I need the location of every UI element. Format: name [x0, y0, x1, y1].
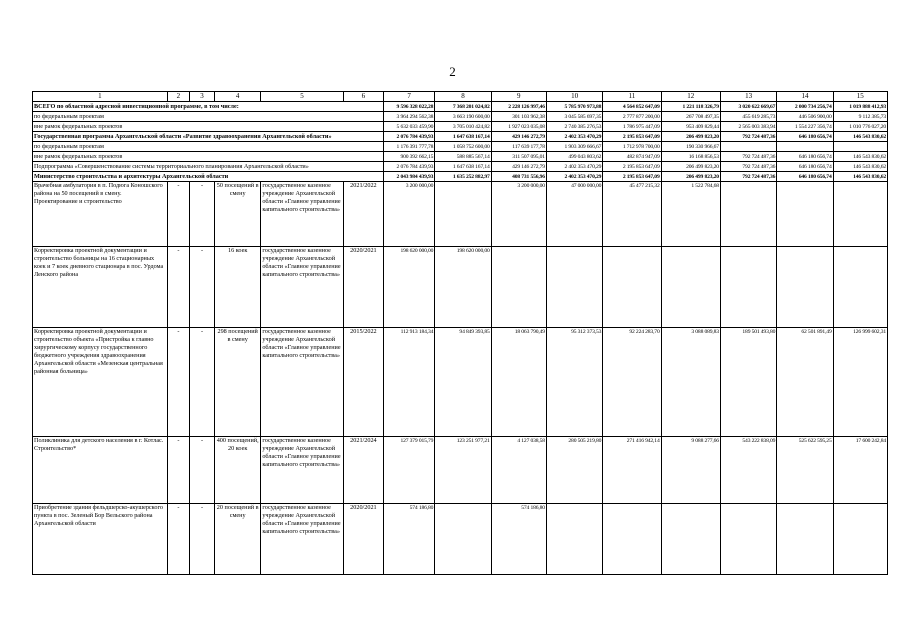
- object-cell-col-14: [777, 182, 833, 247]
- summary-row: [33, 102, 888, 112]
- object-cell-col-10: [546, 504, 602, 575]
- object-cell-col-12: [661, 504, 720, 575]
- summary-cell-col-7: 2 043 984 439,93: [384, 172, 435, 182]
- object-name: Поликлиника для детского населения в г. Котлас. Строительство*: [33, 437, 168, 504]
- summary-row: [33, 112, 888, 122]
- summary-cell-col-8: 1 058 752 600,00: [435, 142, 491, 152]
- summary-cell-col-8: 1 635 252 882,97: [435, 172, 491, 182]
- summary-cell-col-8: 588 885 567,14: [435, 152, 491, 162]
- summary-cell-col-12: 206 499 823,20: [661, 172, 720, 182]
- object-cell-col-13: [720, 247, 776, 328]
- object-row: [33, 328, 888, 437]
- object-col-2: -: [167, 437, 189, 504]
- summary-cell-col-11: 4 564 852 647,09: [603, 102, 661, 112]
- summary-cell-col-9: 429 146 272,79: [491, 162, 546, 172]
- object-col-3: -: [189, 437, 214, 504]
- summary-cell-col-15: 9 112 385,73: [833, 112, 887, 122]
- object-years: 2021/2024: [343, 437, 383, 504]
- object-cell-col-10: [546, 247, 602, 328]
- object-cell-col-15: 126 999 602,31: [833, 328, 887, 437]
- summary-row-label: по федеральным проектам: [33, 142, 384, 152]
- summary-cell-col-13: 455 619 285,73: [720, 112, 776, 122]
- summary-cell-col-13: 792 724 487,36: [720, 152, 776, 162]
- summary-cell-col-11: 2 195 853 647,09: [603, 172, 661, 182]
- summary-cell-col-9: 301 103 962,38: [491, 112, 546, 122]
- summary-cell-col-15: 146 543 830,62: [833, 152, 887, 162]
- object-col-2: -: [167, 247, 189, 328]
- summary-row: [33, 152, 888, 162]
- object-cell-col-11: [603, 504, 661, 575]
- summary-cell-col-13: 2 565 003 383,94: [720, 122, 776, 132]
- object-capacity: 20 посещений в смену: [215, 504, 261, 575]
- object-cell-col-7: 198 620 000,00: [384, 247, 435, 328]
- investment-program-table: [32, 91, 888, 575]
- object-customer: государственное казенное учреждение Архангельской области «Главное управление капитального строительства»: [261, 247, 343, 328]
- object-cell-col-14: [777, 504, 833, 575]
- summary-cell-col-14: 2 000 734 256,74: [777, 102, 833, 112]
- summary-cell-col-9: 429 146 272,79: [491, 132, 546, 142]
- object-capacity: 50 посещений в смену: [215, 182, 261, 247]
- object-cell-col-7: 3 200 000,00: [384, 182, 435, 247]
- summary-cell-col-11: 2 195 853 647,09: [603, 132, 661, 142]
- object-name: Врачебная амбулатория в п. Подюга Коношского района на 50 посещений в смену. Проектирование и строительство: [33, 182, 168, 247]
- object-capacity: 16 коек: [215, 247, 261, 328]
- summary-cell-col-12: 190 330 966,67: [661, 142, 720, 152]
- summary-cell-col-10: 2 402 353 470,29: [546, 132, 602, 142]
- object-cell-col-10: 280 505 219,80: [546, 437, 602, 504]
- object-customer: государственное казенное учреждение Архангельской области «Главное управление капитального строительства»: [261, 504, 343, 575]
- summary-cell-col-8: 3 663 190 600,00: [435, 112, 491, 122]
- summary-cell-col-7: 1 176 391 777,78: [384, 142, 435, 152]
- summary-row: [33, 132, 888, 142]
- summary-cell-col-8: 1 647 638 167,14: [435, 162, 491, 172]
- summary-cell-col-13: 792 724 487,36: [720, 162, 776, 172]
- summary-cell-col-14: [777, 142, 833, 152]
- object-row: [33, 437, 888, 504]
- column-header-10: 10: [546, 92, 602, 102]
- object-cell-col-12: 3 088 089,83: [661, 328, 720, 437]
- summary-cell-col-8: 7 368 201 024,82: [435, 102, 491, 112]
- object-col-3: -: [189, 328, 214, 437]
- summary-cell-col-14: 646 180 656,74: [777, 152, 833, 162]
- object-cell-col-13: [720, 504, 776, 575]
- object-cell-col-14: 62 501 891,49: [777, 328, 833, 437]
- object-name: Корректировка проектной документации и строительство больницы на 16 стационарных коек и 7 коек дневного стационара в пос. Урдома Ленского района: [33, 247, 168, 328]
- object-cell-col-15: [833, 247, 887, 328]
- column-header-5: 5: [261, 92, 343, 102]
- column-header-7: 7: [384, 92, 435, 102]
- column-header-11: 11: [603, 92, 661, 102]
- object-cell-col-8: 198 620 000,00: [435, 247, 491, 328]
- object-cell-col-9: 18 063 790,49: [491, 328, 546, 437]
- summary-row: [33, 162, 888, 172]
- object-years: 2015/2022: [343, 328, 383, 437]
- summary-row: [33, 142, 888, 152]
- summary-cell-col-8: 3 705 010 424,82: [435, 122, 491, 132]
- summary-cell-col-10: 1 903 309 666,67: [546, 142, 602, 152]
- summary-cell-col-14: 646 180 656,74: [777, 162, 833, 172]
- object-cell-col-15: [833, 504, 887, 575]
- summary-cell-col-7: 2 076 784 439,93: [384, 132, 435, 142]
- summary-cell-col-15: 146 543 830,62: [833, 132, 887, 142]
- object-cell-col-12: [661, 247, 720, 328]
- object-cell-col-9: 4 127 038,58: [491, 437, 546, 504]
- summary-cell-col-13: 792 724 487,36: [720, 172, 776, 182]
- column-header-15: 15: [833, 92, 887, 102]
- summary-cell-col-10: 2 740 385 276,53: [546, 122, 602, 132]
- summary-cell-col-10: 2 402 353 470,29: [546, 172, 602, 182]
- column-header-3: 3: [189, 92, 214, 102]
- object-cell-col-8: [435, 182, 491, 247]
- summary-row-label: Министерство строительства и архитектуры Архангельской области: [33, 172, 384, 182]
- summary-cell-col-11: 1 712 978 700,00: [603, 142, 661, 152]
- summary-cell-col-7: 5 632 033 459,90: [384, 122, 435, 132]
- object-cell-col-8: 94 849 393,85: [435, 328, 491, 437]
- summary-cell-col-13: 3 020 622 669,67: [720, 102, 776, 112]
- object-cell-col-14: [777, 247, 833, 328]
- summary-cell-col-12: 1 221 118 326,79: [661, 102, 720, 112]
- object-cell-col-7: 112 913 184,34: [384, 328, 435, 437]
- object-cell-col-9: 3 200 000,00: [491, 182, 546, 247]
- summary-cell-col-11: 482 874 947,09: [603, 152, 661, 162]
- column-header-14: 14: [777, 92, 833, 102]
- object-name: Корректировка проектной документации и строительство объекта «Пристройка к главно хирургическому корпусу государственного бюджетного учреждения здравоохранения Архангельской области «Мезенская центральная районная больница»: [33, 328, 168, 437]
- column-number-header-row: [33, 92, 888, 102]
- object-cell-col-9: [491, 247, 546, 328]
- object-cell-col-10: 95 312 373,53: [546, 328, 602, 437]
- summary-cell-col-10: 2 402 353 470,29: [546, 162, 602, 172]
- column-header-9: 9: [491, 92, 546, 102]
- summary-cell-col-12: 206 499 823,20: [661, 132, 720, 142]
- summary-row-label: вне рамок федеральных проектов: [33, 152, 384, 162]
- object-customer: государственное казенное учреждение Архангельской области «Главное управление капитального строительства»: [261, 328, 343, 437]
- summary-row: [33, 122, 888, 132]
- summary-row-label: ВСЕГО по областной адресной инвестиционной программе, в том числе:: [33, 102, 384, 112]
- summary-cell-col-15: 1 010 776 027,20: [833, 122, 887, 132]
- summary-cell-col-8: 1 647 638 167,14: [435, 132, 491, 142]
- summary-cell-col-9: 117 639 177,78: [491, 142, 546, 152]
- summary-cell-col-9: 2 228 126 997,46: [491, 102, 546, 112]
- object-col-2: -: [167, 504, 189, 575]
- object-name: Приобретение здания фельдшерско-акушерского пункта в пос. Зеленый Бор Вельского района Архангельской области: [33, 504, 168, 575]
- summary-cell-col-12: 267 708 497,35: [661, 112, 720, 122]
- object-col-3: -: [189, 504, 214, 575]
- summary-cell-col-9: 311 507 095,01: [491, 152, 546, 162]
- object-col-2: -: [167, 328, 189, 437]
- summary-cell-col-11: 2 777 877 200,00: [603, 112, 661, 122]
- object-cell-col-11: [603, 247, 661, 328]
- summary-row-label: Государственная программа Архангельской области «Развитие здравоохранения Архангельской области»: [33, 132, 384, 142]
- object-cell-col-12: 9 088 277,66: [661, 437, 720, 504]
- object-col-3: -: [189, 182, 214, 247]
- object-cell-col-12: 1 522 784,68: [661, 182, 720, 247]
- summary-cell-col-15: 146 543 830,62: [833, 162, 887, 172]
- summary-cell-col-7: 9 596 328 022,28: [384, 102, 435, 112]
- object-cell-col-7: 127 379 015,79: [384, 437, 435, 504]
- column-header-8: 8: [435, 92, 491, 102]
- summary-cell-col-12: 16 168 856,53: [661, 152, 720, 162]
- summary-cell-col-11: 1 786 975 447,09: [603, 122, 661, 132]
- object-cell-col-15: [833, 182, 887, 247]
- summary-row: [33, 172, 888, 182]
- summary-cell-col-7: 3 964 294 562,38: [384, 112, 435, 122]
- object-cell-col-13: 543 222 838,09: [720, 437, 776, 504]
- summary-cell-col-10: 3 045 585 697,35: [546, 112, 602, 122]
- object-cell-col-11: 271 416 942,14: [603, 437, 661, 504]
- summary-cell-col-15: [833, 142, 887, 152]
- object-cell-col-8: [435, 504, 491, 575]
- summary-cell-col-12: 953 409 829,44: [661, 122, 720, 132]
- summary-row-label: Подпрограмма «Совершенствование системы территориального планирования Архангельской области»: [33, 162, 384, 172]
- column-header-4: 4: [215, 92, 261, 102]
- column-header-12: 12: [661, 92, 720, 102]
- object-col-3: -: [189, 247, 214, 328]
- summary-cell-col-14: 646 180 656,74: [777, 172, 833, 182]
- object-years: 2020/2021: [343, 504, 383, 575]
- summary-cell-col-7: 2 076 784 439,93: [384, 162, 435, 172]
- summary-cell-col-10: 5 785 970 973,88: [546, 102, 602, 112]
- summary-cell-col-7: 900 392 662,15: [384, 152, 435, 162]
- object-cell-col-9: 574 186,80: [491, 504, 546, 575]
- summary-cell-col-9: 1 927 023 035,08: [491, 122, 546, 132]
- summary-row-label: по федеральным проектам: [33, 112, 384, 122]
- summary-cell-col-14: 646 180 656,74: [777, 132, 833, 142]
- summary-cell-col-12: 206 499 823,20: [661, 162, 720, 172]
- summary-cell-col-13: 792 724 487,36: [720, 132, 776, 142]
- column-header-1: 1: [33, 92, 168, 102]
- summary-row-label: вне рамок федеральных проектов: [33, 122, 384, 132]
- object-row: [33, 504, 888, 575]
- object-cell-col-8: 123 251 977,21: [435, 437, 491, 504]
- object-customer: государственное казенное учреждение Архангельской области «Главное управление капитального строительства»: [261, 182, 343, 247]
- object-years: 2021/2022: [343, 182, 383, 247]
- summary-cell-col-15: 146 543 830,62: [833, 172, 887, 182]
- object-cell-col-7: 574 186,80: [384, 504, 435, 575]
- summary-cell-col-14: 1 554 227 356,74: [777, 122, 833, 132]
- object-cell-col-13: [720, 182, 776, 247]
- summary-cell-col-15: 1 019 888 412,93: [833, 102, 887, 112]
- summary-cell-col-13: [720, 142, 776, 152]
- summary-cell-col-14: 446 506 900,00: [777, 112, 833, 122]
- column-header-13: 13: [720, 92, 776, 102]
- object-capacity: 400 посещений, 20 коек: [215, 437, 261, 504]
- summary-cell-col-9: 408 731 556,96: [491, 172, 546, 182]
- object-customer: государственное казенное учреждение Архангельской области «Главное управление капитального строительства»: [261, 437, 343, 504]
- object-cell-col-11: 45 477 215,32: [603, 182, 661, 247]
- object-row: [33, 182, 888, 247]
- object-capacity: 298 посещений в смену: [215, 328, 261, 437]
- object-cell-col-13: 189 501 493,80: [720, 328, 776, 437]
- summary-cell-col-10: 499 043 803,62: [546, 152, 602, 162]
- page-number: 2: [449, 64, 456, 79]
- object-cell-col-10: 47 000 000,00: [546, 182, 602, 247]
- object-cell-col-11: 92 224 283,70: [603, 328, 661, 437]
- column-header-6: 6: [343, 92, 383, 102]
- object-years: 2020/2021: [343, 247, 383, 328]
- object-cell-col-15: 17 600 242,84: [833, 437, 887, 504]
- object-row: [33, 247, 888, 328]
- column-header-2: 2: [167, 92, 189, 102]
- object-cell-col-14: 525 622 595,25: [777, 437, 833, 504]
- object-col-2: -: [167, 182, 189, 247]
- summary-cell-col-11: 2 195 853 647,09: [603, 162, 661, 172]
